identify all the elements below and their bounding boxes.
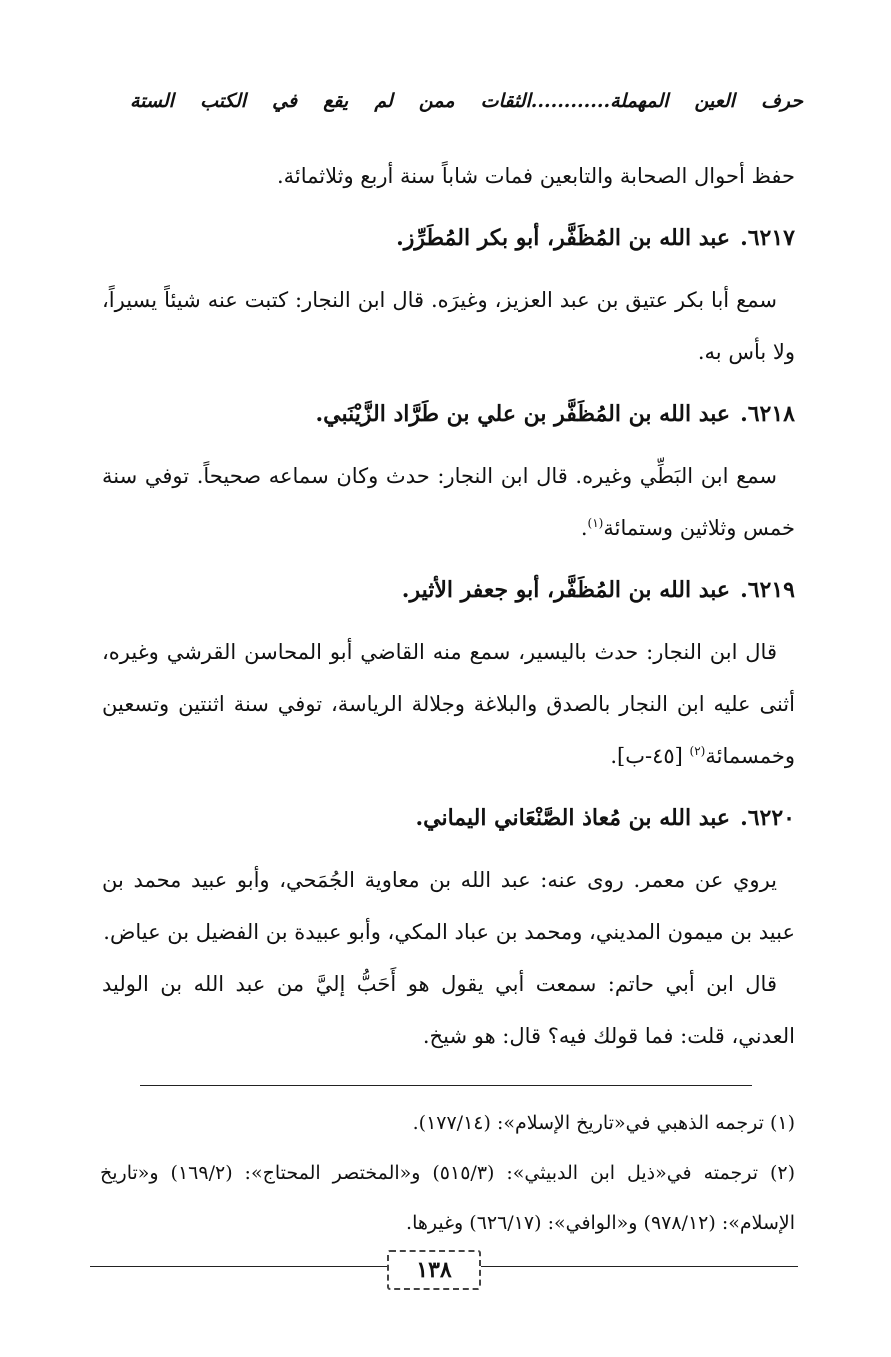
- entry-text-end: .: [580, 516, 588, 540]
- entry-heading-6219: [102, 564, 795, 616]
- entry-title: عبد الله بن المُظَفَّر، أبو بكر المُطَرِّز.: [396, 225, 731, 251]
- entry-text: قال ابن النجار: حدث باليسير، سمع منه القاضي أبو المحاسن القرشي وغيره، أثنى عليه ابن النجار بالصدق والبلاغة وجلالة الرياسة، توفي سنة اثنتين وتسعين وخمسمائة: [102, 640, 795, 768]
- entry-text: سمع ابن البَطِّي وغيره. قال ابن النجار: حدث وكان سماعه صحيحاً. توفي سنة خمس وثلاثين وستمائة: [102, 464, 795, 540]
- entry-text-6220-a: يروي عن معمر. روى عنه: عبد الله بن معاوية الجُمَحي، وأبو عبيد محمد بن عبيد بن ميمون المديني، ومحمد بن عباد المكي، وأبو عبيدة بن الفضيل بن عياض.: [102, 868, 795, 944]
- entry-title: عبد الله بن المُظَفَّر بن علي بن طَرَّاد الزَّيْنَبي.: [315, 401, 731, 427]
- page-body: [102, 150, 795, 1062]
- footnote-marker: (٢): [689, 744, 706, 758]
- entry-title: عبد الله بن مُعاذ الصَّنْعَاني اليماني.: [415, 805, 731, 831]
- entry-title: عبد الله بن المُظَفَّر، أبو جعفر الأثير.: [401, 577, 731, 603]
- entry-heading-6218: [102, 388, 795, 440]
- footnote-separator: [140, 1085, 752, 1086]
- entry-text-end: [٤٥-ب].: [610, 744, 690, 768]
- footnote-2: (٢) ترجمته في«ذيل ابن الدبيثي»: (٥١٥/٣) و«المختصر المحتاج»: (١٦٩/٢) و«تاريخ الإسلام»: (٩٧٨/١٢) و«الوافي»: (٦٢٦/١٧) وغيرها.: [100, 1162, 795, 1234]
- footnotes: [100, 1098, 795, 1248]
- entry-text-6218: [102, 450, 795, 554]
- entry-number: ٦٢١٩.: [740, 577, 795, 603]
- entry-number: ٦٢٢٠.: [740, 805, 795, 831]
- entry-number: ٦٢١٨.: [740, 401, 795, 427]
- entry-number: ٦٢١٧.: [740, 225, 795, 251]
- entry-text-6217: سمع أبا بكر عتيق بن عبد العزيز، وغيرَه. قال ابن النجار: كتبت عنه شيئاً يسيراً، ولا بأس به.: [102, 288, 795, 364]
- entry-text-6219: [102, 626, 795, 782]
- continued-paragraph: حفظ أحوال الصحابة والتابعين فمات شاباً سنة أربع وثلاثمائة.: [276, 164, 795, 188]
- entry-text-6220-b: قال ابن أبي حاتم: سمعت أبي يقول هو أَحَبُّ إليَّ من عبد الله بن الوليد العدني، قلت: فما قولك فيه؟ قال: هو شيخ.: [102, 972, 795, 1048]
- page-number: ١٣٨: [387, 1250, 481, 1290]
- running-header: حرف العين المهملة............الثقات ممن لم يقع في الكتب الستة: [130, 90, 803, 112]
- entry-heading-6220: [102, 792, 795, 844]
- footnote-1: (١) ترجمه الذهبي في«تاريخ الإسلام»: (١٧٧/١٤).: [412, 1112, 795, 1134]
- entry-heading-6217: [102, 212, 795, 264]
- footnote-marker: (١): [587, 516, 604, 530]
